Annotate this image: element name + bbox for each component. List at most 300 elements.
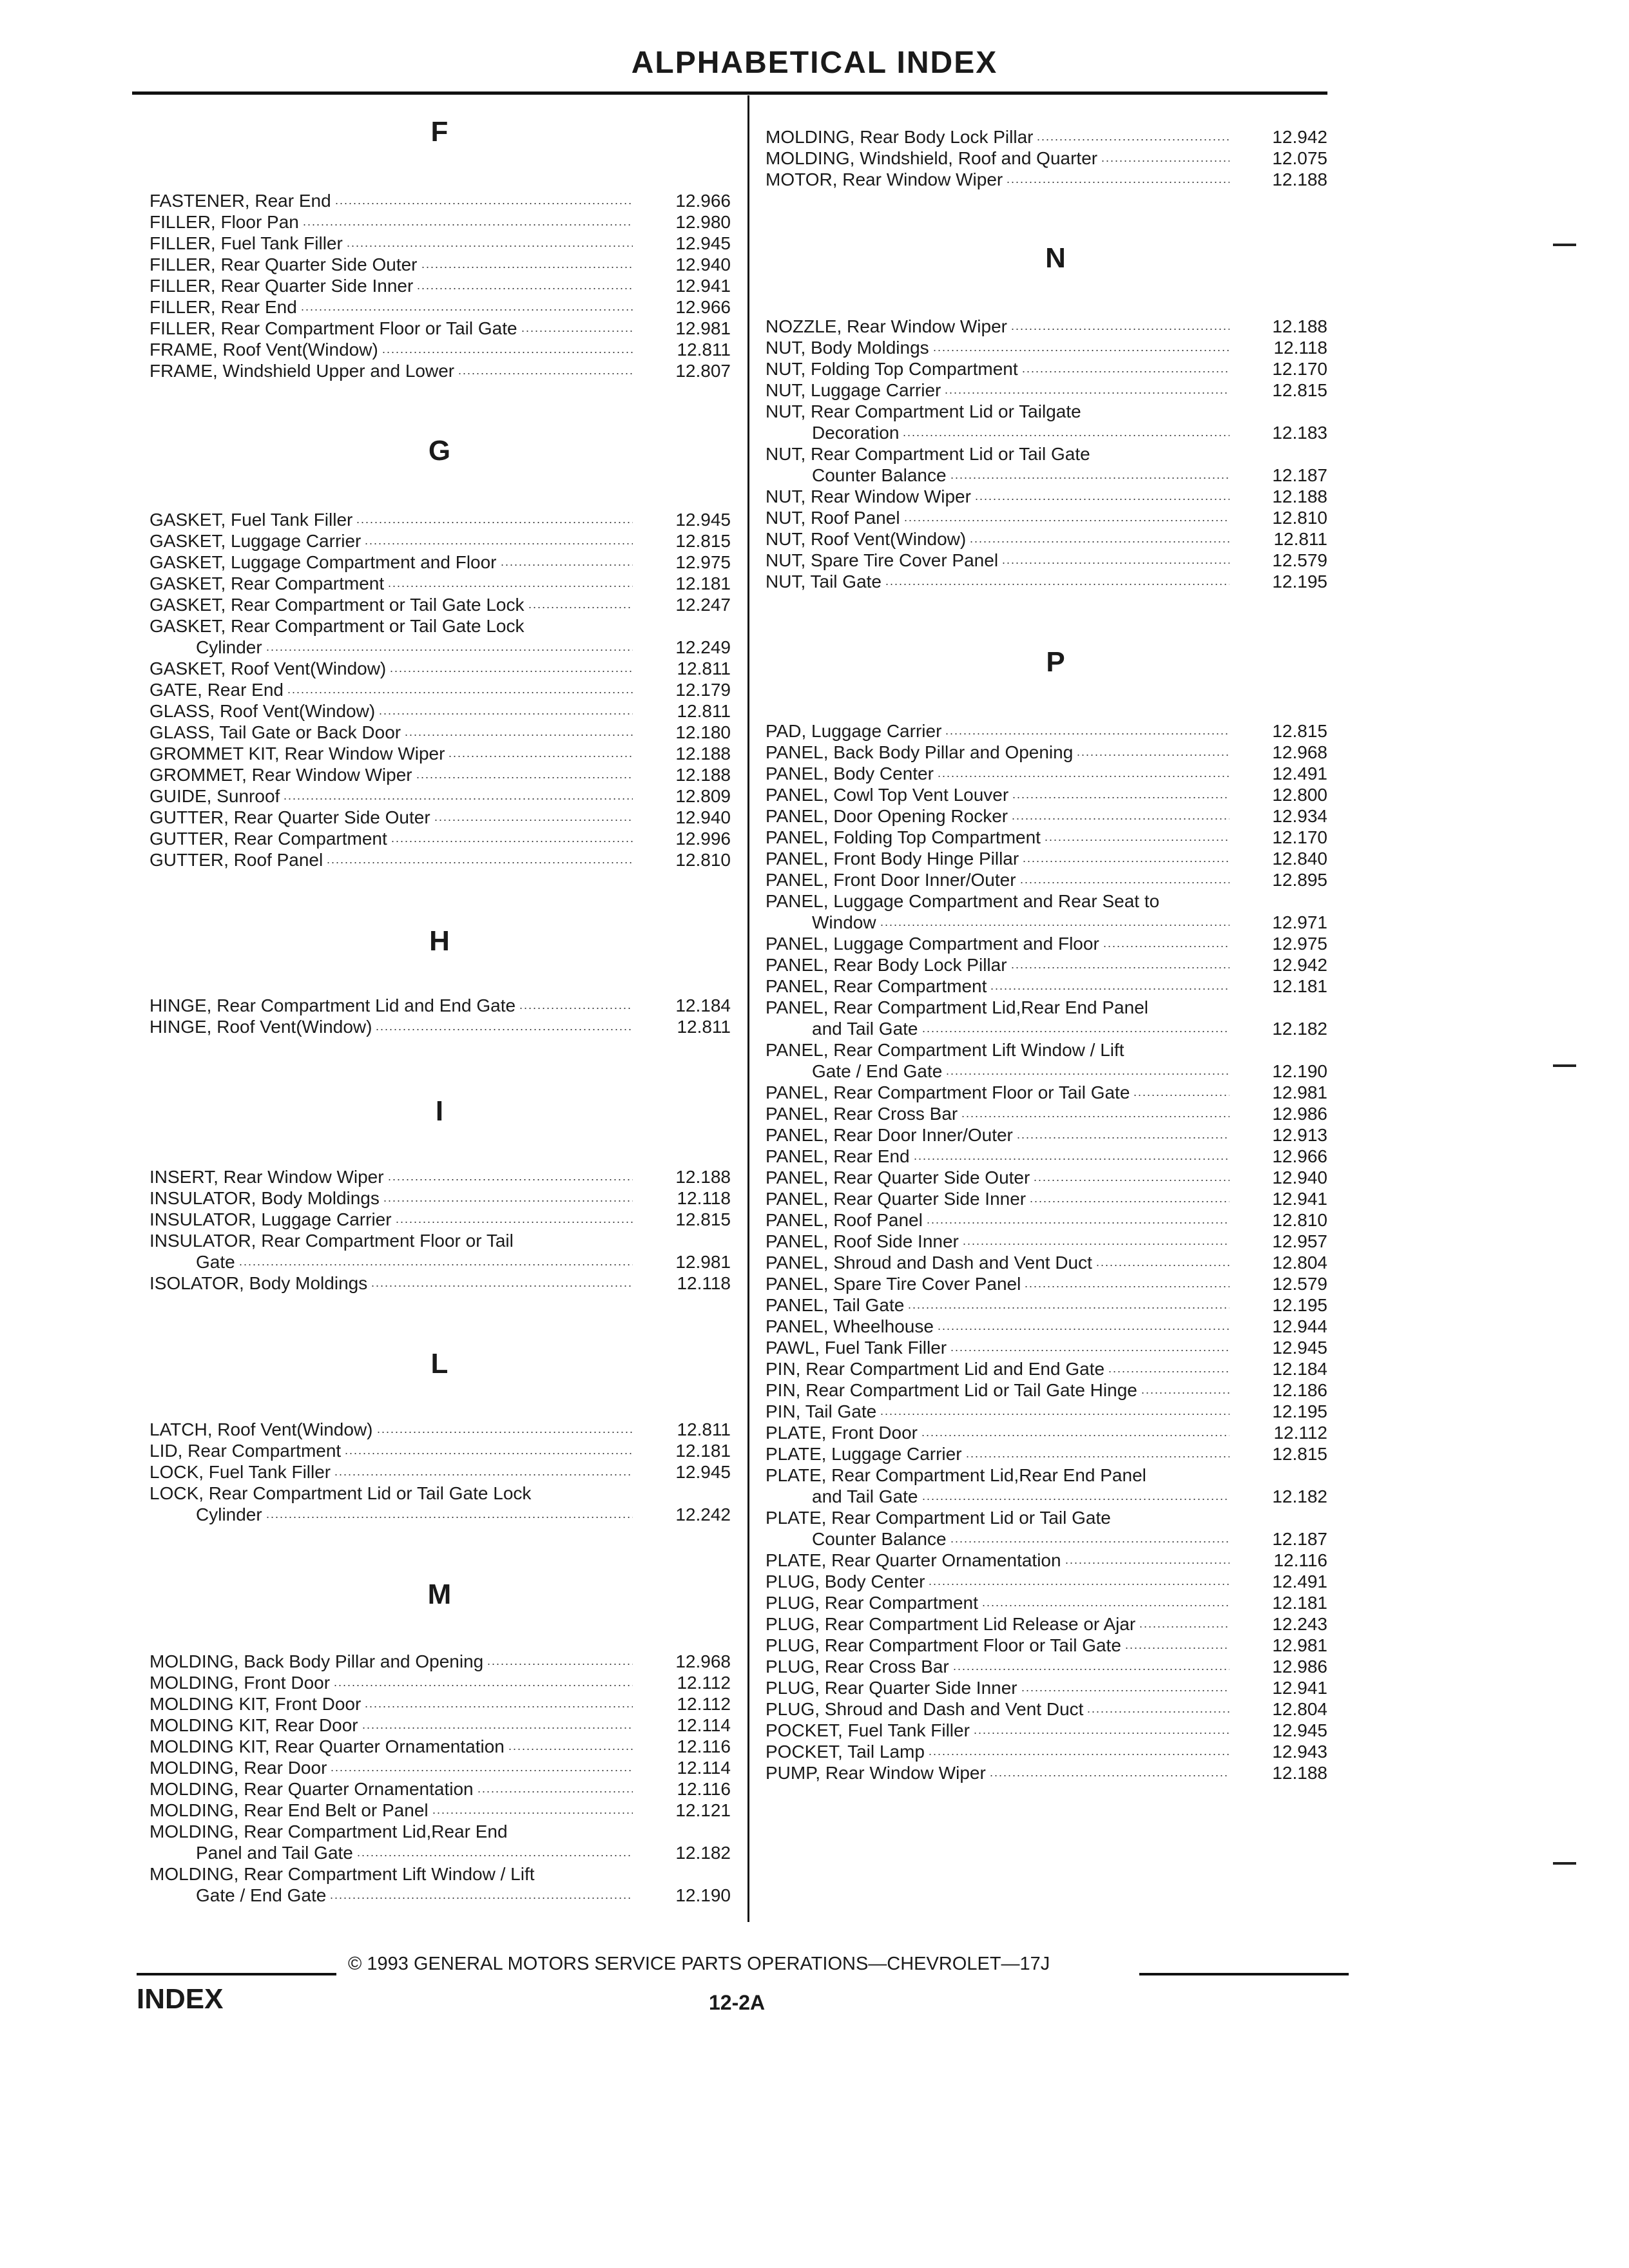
entry-label: GASKET, Rear Compartment or Tail Gate Lock: [149, 595, 525, 615]
entry-label: Cylinder: [196, 1504, 262, 1524]
leader-dots: [975, 486, 1229, 507]
entry-reference: 12.243: [1272, 1614, 1327, 1634]
entry-label: FASTENER, Rear End: [149, 191, 331, 211]
leader-dots: [927, 1209, 1229, 1231]
leader-dots: [379, 700, 633, 722]
leader-dots: [508, 1736, 633, 1757]
entry-label: PANEL, Rear Door Inner/Outer: [766, 1125, 1013, 1145]
entry-label: PLATE, Rear Quarter Ornamentation: [766, 1550, 1061, 1570]
entry-label: LOCK, Rear Compartment Lid or Tail Gate Lock: [149, 1483, 532, 1503]
leader-dots: [528, 594, 633, 615]
entry-reference: 12.968: [1272, 742, 1327, 762]
entry-label: Panel and Tail Gate: [196, 1843, 353, 1863]
leader-dots: [388, 573, 633, 594]
entry-reference: 12.181: [1272, 1593, 1327, 1613]
leader-dots: [421, 254, 633, 275]
entry-label: POCKET, Tail Lamp: [766, 1742, 925, 1762]
entry-label: Window: [812, 912, 876, 932]
entry-label: PANEL, Rear Compartment Lid,Rear End Panel: [766, 997, 1148, 1017]
entry-reference: 12.810: [675, 850, 731, 870]
footer-rule-right: [1139, 1973, 1349, 1975]
entry-reference: 12.579: [1272, 550, 1327, 570]
entry-reference: 12.190: [675, 1885, 731, 1905]
entry-reference: 12.811: [677, 340, 731, 360]
leader-dots: [966, 1443, 1229, 1465]
leader-dots: [974, 1720, 1229, 1741]
entry-label: PANEL, Rear Quarter Side Inner: [766, 1189, 1027, 1209]
leader-dots: [390, 658, 633, 679]
entry-label: MOLDING, Back Body Pillar and Opening: [149, 1651, 484, 1671]
leader-dots: [963, 1231, 1229, 1252]
entry-label: MOLDING KIT, Rear Door: [149, 1715, 358, 1735]
entry-reference: 12.895: [1272, 870, 1327, 890]
leader-dots: [946, 1061, 1229, 1082]
section-label: INDEX: [137, 1983, 224, 2015]
entry-label: INSULATOR, Rear Compartment Floor or Tail: [149, 1231, 514, 1251]
entry-reference: 12.810: [1272, 508, 1327, 528]
leader-dots: [1011, 316, 1229, 337]
leader-dots: [331, 1757, 633, 1778]
entry-label: and Tail Gate: [812, 1486, 918, 1506]
entry-reference: 12.114: [677, 1758, 731, 1778]
leader-dots: [1087, 1698, 1229, 1720]
leader-dots: [1103, 933, 1229, 954]
leader-dots: [1139, 1613, 1229, 1635]
entry-reference: 12.186: [1272, 1380, 1327, 1400]
leader-dots: [334, 1672, 633, 1693]
leader-dots: [933, 337, 1229, 358]
entry-reference: 12.804: [1272, 1253, 1327, 1273]
entry-label: PIN, Rear Compartment Lid and End Gate: [766, 1359, 1105, 1379]
entry-label: PANEL, Spare Tire Cover Panel: [766, 1274, 1021, 1294]
entry-label: PANEL, Rear End: [766, 1146, 910, 1166]
entry-reference: 12.809: [675, 786, 731, 806]
entry-reference: 12.945: [675, 510, 731, 530]
entry-label: NUT, Rear Compartment Lid or Tailgate: [766, 401, 1081, 421]
section-letter: F: [430, 116, 448, 148]
entry-reference: 12.945: [1272, 1720, 1327, 1740]
entry-label: GASKET, Roof Vent(Window): [149, 658, 387, 678]
entry-reference: 12.195: [1272, 572, 1327, 591]
leader-dots: [1012, 805, 1229, 827]
entry-reference: 12.986: [1272, 1104, 1327, 1124]
entry-reference: 12.941: [1272, 1189, 1327, 1209]
leader-dots: [487, 1651, 633, 1672]
leader-dots: [1017, 1124, 1229, 1146]
entry-reference: 12.941: [675, 276, 731, 296]
copyright-notice: © 1993 GENERAL MOTORS SERVICE PARTS OPERATIONS—CHEVROLET—17J: [348, 1954, 1050, 1974]
entry-reference: 12.940: [675, 807, 731, 827]
entry-label: PANEL, Tail Gate: [766, 1295, 905, 1315]
entry-reference: 12.112: [1273, 1423, 1327, 1443]
leader-dots: [365, 530, 633, 552]
entry-reference: 12.804: [1272, 1699, 1327, 1719]
leader-dots: [330, 1885, 633, 1906]
entry-reference: 12.247: [675, 595, 731, 615]
entry-reference: 12.170: [1272, 827, 1327, 847]
leader-dots: [434, 807, 633, 828]
leader-dots: [417, 275, 633, 296]
entry-label: GATE, Rear End: [149, 680, 284, 700]
entry-reference: 12.187: [1272, 465, 1327, 485]
entry-reference: 12.180: [675, 722, 731, 742]
entry-label: PANEL, Body Center: [766, 764, 934, 783]
entry-label: PLUG, Rear Compartment: [766, 1593, 978, 1613]
leader-dots: [1125, 1635, 1229, 1656]
entry-label: NUT, Roof Panel: [766, 508, 900, 528]
leader-dots: [362, 1715, 633, 1736]
entry-label: GASKET, Fuel Tank Filler: [149, 510, 353, 530]
leader-dots: [950, 1337, 1229, 1358]
entry-label: GROMMET, Rear Window Wiper: [149, 765, 412, 785]
leader-dots: [396, 1209, 633, 1230]
entry-label: Gate / End Gate: [196, 1885, 327, 1905]
leader-dots: [885, 571, 1229, 592]
entry-label: MOLDING, Rear Compartment Lift Window / Lift: [149, 1864, 535, 1884]
leader-dots: [521, 318, 633, 339]
entry-label: POCKET, Fuel Tank Filler: [766, 1720, 970, 1740]
entry-label: GLASS, Roof Vent(Window): [149, 701, 376, 721]
entry-label: FRAME, Roof Vent(Window): [149, 340, 378, 360]
entry-label: INSULATOR, Luggage Carrier: [149, 1209, 392, 1229]
entry-label: MOLDING, Rear Door: [149, 1758, 327, 1778]
entry-reference: 12.800: [1272, 785, 1327, 805]
entry-label: NUT, Spare Tire Cover Panel: [766, 550, 999, 570]
entry-reference: 12.957: [1272, 1231, 1327, 1251]
entry-reference: 12.811: [677, 1419, 731, 1439]
entry-reference: 12.121: [675, 1800, 731, 1820]
leader-dots: [908, 1294, 1229, 1316]
entry-reference: 12.945: [675, 1462, 731, 1482]
page-number: 12-2A: [709, 1991, 766, 2014]
entry-label: GUTTER, Rear Quarter Side Outer: [149, 807, 430, 827]
entry-reference: 12.811: [677, 1017, 731, 1037]
footer-rule-left: [137, 1973, 336, 1975]
margin-tick: [1553, 1064, 1576, 1067]
entry-reference: 12.181: [675, 573, 731, 593]
leader-dots: [914, 1146, 1229, 1167]
entry-reference: 12.184: [1272, 1359, 1327, 1379]
entry-reference: 12.966: [675, 191, 731, 211]
entry-reference: 12.996: [675, 829, 731, 849]
entry-reference: 12.075: [1272, 148, 1327, 168]
entry-label: NOZZLE, Rear Window Wiper: [766, 316, 1007, 336]
entry-label: NUT, Body Moldings: [766, 338, 929, 358]
entry-label: PANEL, Front Door Inner/Outer: [766, 870, 1016, 890]
leader-dots: [903, 422, 1229, 443]
entry-reference: 12.942: [1272, 955, 1327, 975]
entry-reference: 12.975: [675, 552, 731, 572]
entry-reference: 12.981: [675, 318, 731, 338]
entry-reference: 12.188: [1272, 486, 1327, 506]
entry-label: PANEL, Rear Compartment: [766, 976, 987, 996]
entry-label: MOLDING, Rear End Belt or Panel: [149, 1800, 429, 1820]
entry-label: HINGE, Roof Vent(Window): [149, 1017, 372, 1037]
entry-label: Gate: [196, 1252, 235, 1272]
entry-label: NUT, Roof Vent(Window): [766, 529, 967, 549]
leader-dots: [904, 507, 1229, 528]
leader-dots: [356, 509, 633, 530]
entry-reference: 12.242: [675, 1504, 731, 1524]
entry-label: FILLER, Rear Compartment Floor or Tail Gate: [149, 318, 517, 338]
entry-label: PANEL, Roof Side Inner: [766, 1231, 959, 1251]
entry-label: PLUG, Rear Quarter Side Inner: [766, 1678, 1017, 1698]
entry-label: LOCK, Fuel Tank Filler: [149, 1462, 331, 1482]
entry-reference: 12.491: [1272, 764, 1327, 783]
entry-reference: 12.981: [1272, 1635, 1327, 1655]
entry-label: PANEL, Luggage Compartment and Floor: [766, 934, 1099, 954]
leader-dots: [1030, 1188, 1229, 1209]
leader-dots: [950, 465, 1229, 486]
entry-label: PANEL, Shroud and Dash and Vent Duct: [766, 1253, 1092, 1273]
leader-dots: [1023, 848, 1229, 869]
page-title: ALPHABETICAL INDEX: [631, 46, 998, 80]
entry-reference: 12.179: [675, 680, 731, 700]
entry-label: NUT, Rear Window Wiper: [766, 486, 971, 506]
leader-dots: [365, 1693, 633, 1715]
leader-dots: [880, 912, 1229, 933]
leader-dots: [1034, 1167, 1229, 1188]
entry-label: PANEL, Cowl Top Vent Louver: [766, 785, 1009, 805]
entry-label: GASKET, Luggage Carrier: [149, 531, 361, 551]
section-letter: N: [1045, 242, 1066, 274]
entry-reference: 12.187: [1272, 1529, 1327, 1549]
leader-dots: [1077, 742, 1229, 763]
entry-label: PLATE, Luggage Carrier: [766, 1444, 962, 1464]
leader-dots: [377, 1419, 633, 1440]
leader-dots: [357, 1842, 633, 1863]
margin-tick: [1553, 1862, 1576, 1865]
entry-reference: 12.981: [1272, 1082, 1327, 1102]
leader-dots: [327, 849, 633, 870]
leader-dots: [371, 1273, 633, 1294]
entry-label: MOLDING, Windshield, Roof and Quarter: [766, 148, 1098, 168]
entry-reference: 12.188: [675, 765, 731, 785]
header-rule: [132, 91, 1327, 95]
entry-label: GUIDE, Sunroof: [149, 786, 280, 806]
leader-dots: [945, 720, 1229, 742]
entry-reference: 12.815: [675, 531, 731, 551]
leader-dots: [405, 722, 633, 743]
leader-dots: [1025, 1273, 1229, 1294]
leader-dots: [1007, 169, 1229, 190]
entry-label: GROMMET KIT, Rear Window Wiper: [149, 744, 445, 764]
entry-reference: 12.195: [1272, 1401, 1327, 1421]
entry-reference: 12.815: [1272, 380, 1327, 400]
leader-dots: [1002, 550, 1229, 571]
leader-dots: [938, 1316, 1229, 1337]
entry-reference: 12.811: [677, 701, 731, 721]
leader-dots: [1022, 358, 1229, 380]
leader-dots: [347, 233, 633, 254]
entry-reference: 12.116: [677, 1736, 731, 1756]
leader-dots: [953, 1656, 1229, 1677]
entry-label: MOLDING KIT, Front Door: [149, 1694, 361, 1714]
leader-dots: [950, 1528, 1229, 1550]
entry-label: MOLDING, Rear Quarter Ornamentation: [149, 1779, 474, 1799]
entry-label: MOTOR, Rear Window Wiper: [766, 169, 1003, 189]
leader-dots: [1108, 1358, 1229, 1379]
entry-label: PLATE, Rear Compartment Lid or Tail Gate: [766, 1508, 1111, 1528]
entry-reference: 12.181: [1272, 976, 1327, 996]
entry-label: PAWL, Fuel Tank Filler: [766, 1338, 947, 1358]
leader-dots: [334, 1461, 633, 1483]
entry-label: PANEL, Rear Cross Bar: [766, 1104, 958, 1124]
leader-dots: [345, 1440, 633, 1461]
entry-label: PANEL, Luggage Compartment and Rear Seat to: [766, 891, 1160, 911]
entry-label: PANEL, Back Body Pillar and Opening: [766, 742, 1074, 762]
column-divider: [747, 95, 749, 1922]
leader-dots: [929, 1741, 1229, 1762]
entry-reference: 12.940: [1272, 1168, 1327, 1187]
entry-label: PANEL, Rear Quarter Side Outer: [766, 1168, 1030, 1187]
entry-label: MOLDING, Rear Body Lock Pillar: [766, 127, 1034, 147]
leader-dots: [1065, 1550, 1229, 1571]
leader-dots: [388, 1166, 633, 1187]
section-letter: L: [430, 1348, 448, 1379]
leader-dots: [1141, 1379, 1229, 1401]
entry-label: PANEL, Door Opening Rocker: [766, 806, 1008, 826]
entry-label: PANEL, Rear Compartment Floor or Tail Gate: [766, 1082, 1130, 1102]
leader-dots: [391, 828, 633, 849]
leader-dots: [382, 339, 633, 360]
entry-reference: 12.840: [1272, 849, 1327, 869]
leader-dots: [1045, 827, 1229, 848]
entry-reference: 12.971: [1272, 912, 1327, 932]
entry-label: FILLER, Rear Quarter Side Outer: [149, 255, 418, 274]
entry-label: and Tail Gate: [812, 1019, 918, 1039]
leader-dots: [1020, 869, 1229, 890]
entry-label: PANEL, Wheelhouse: [766, 1316, 934, 1336]
leader-dots: [287, 679, 633, 700]
leader-dots: [501, 552, 633, 573]
leader-dots: [416, 764, 633, 785]
entry-label: MOLDING, Front Door: [149, 1673, 331, 1693]
entry-label: PLUG, Rear Cross Bar: [766, 1657, 949, 1677]
entry-reference: 12.116: [677, 1779, 731, 1799]
entry-label: PLUG, Shroud and Dash and Vent Duct: [766, 1699, 1084, 1719]
leader-dots: [880, 1401, 1229, 1422]
leader-dots: [990, 1762, 1229, 1783]
entry-label: FILLER, Fuel Tank Filler: [149, 233, 343, 253]
leader-dots: [1133, 1082, 1229, 1103]
leader-dots: [961, 1103, 1229, 1124]
entry-reference: 12.941: [1272, 1678, 1327, 1698]
leader-dots: [945, 380, 1229, 401]
leader-dots: [1011, 954, 1229, 975]
entry-label: NUT, Tail Gate: [766, 572, 882, 591]
leader-dots: [519, 995, 633, 1016]
entry-label: Counter Balance: [812, 1529, 947, 1549]
leader-dots: [376, 1016, 633, 1037]
entry-label: PUMP, Rear Window Wiper: [766, 1763, 986, 1783]
entry-label: MOLDING KIT, Rear Quarter Ornamentation: [149, 1736, 505, 1756]
leader-dots: [266, 1504, 633, 1525]
entry-label: NUT, Folding Top Compartment: [766, 359, 1018, 379]
entry-label: NUT, Rear Compartment Lid or Tail Gate: [766, 444, 1090, 464]
leader-dots: [1096, 1252, 1229, 1273]
leader-dots: [448, 743, 633, 764]
entry-label: Cylinder: [196, 637, 262, 657]
entry-label: GASKET, Rear Compartment or Tail Gate Lock: [149, 616, 525, 636]
leader-dots: [301, 296, 633, 318]
entry-label: GASKET, Luggage Compartment and Floor: [149, 552, 497, 572]
entry-label: PANEL, Roof Panel: [766, 1210, 923, 1230]
entry-reference: 12.579: [1272, 1274, 1327, 1294]
entry-reference: 12.182: [1272, 1019, 1327, 1039]
entry-reference: 12.184: [675, 995, 731, 1015]
entry-label: PLATE, Rear Compartment Lid,Rear End Panel: [766, 1465, 1146, 1485]
entry-reference: 12.811: [1273, 529, 1327, 549]
entry-reference: 12.940: [675, 255, 731, 274]
entry-reference: 12.114: [677, 1715, 731, 1735]
leader-dots: [477, 1778, 633, 1800]
entry-reference: 12.945: [1272, 1338, 1327, 1358]
entry-label: Decoration: [812, 423, 900, 443]
entry-reference: 12.118: [677, 1188, 731, 1208]
entry-reference: 12.966: [1272, 1146, 1327, 1166]
section-letter: I: [435, 1095, 444, 1127]
margin-tick: [1553, 244, 1576, 246]
entry-label: PANEL, Rear Compartment Lift Window / Lift: [766, 1040, 1124, 1060]
entry-label: NUT, Luggage Carrier: [766, 380, 941, 400]
entry-label: PANEL, Rear Body Lock Pillar: [766, 955, 1007, 975]
entry-reference: 12.190: [1272, 1061, 1327, 1081]
entry-label: PIN, Rear Compartment Lid or Tail Gate Hinge: [766, 1380, 1137, 1400]
section-letter: M: [427, 1579, 452, 1610]
entry-reference: 12.811: [677, 658, 731, 678]
entry-label: PLUG, Rear Compartment Lid Release or Ajar: [766, 1614, 1136, 1634]
leader-dots: [922, 1486, 1229, 1507]
entry-label: GASKET, Rear Compartment: [149, 573, 385, 593]
entry-reference: 12.118: [677, 1273, 731, 1293]
leader-dots: [1101, 148, 1229, 169]
entry-label: Counter Balance: [812, 465, 947, 485]
entry-reference: 12.182: [1272, 1486, 1327, 1506]
entry-reference: 12.188: [1272, 316, 1327, 336]
entry-label: GLASS, Tail Gate or Back Door: [149, 722, 401, 742]
entry-reference: 12.945: [675, 233, 731, 253]
entry-reference: 12.195: [1272, 1295, 1327, 1315]
entry-reference: 12.188: [675, 1167, 731, 1187]
entry-reference: 12.810: [1272, 1210, 1327, 1230]
entry-reference: 12.188: [675, 744, 731, 764]
entry-label: INSERT, Rear Window Wiper: [149, 1167, 384, 1187]
section-letter: H: [429, 925, 450, 957]
entry-reference: 12.975: [1272, 934, 1327, 954]
leader-dots: [303, 211, 633, 233]
entry-reference: 12.188: [1272, 169, 1327, 189]
entry-label: Gate / End Gate: [812, 1061, 943, 1081]
entry-reference: 12.807: [675, 361, 731, 381]
entry-reference: 12.944: [1272, 1316, 1327, 1336]
entry-label: FILLER, Rear End: [149, 297, 297, 317]
entry-reference: 12.118: [1273, 338, 1327, 358]
leader-dots: [1021, 1677, 1229, 1698]
leader-dots: [239, 1251, 633, 1273]
entry-label: HINGE, Rear Compartment Lid and End Gate: [149, 995, 516, 1015]
entry-label: PIN, Tail Gate: [766, 1401, 877, 1421]
entry-label: LID, Rear Compartment: [149, 1441, 342, 1461]
leader-dots: [335, 190, 633, 211]
leader-dots: [266, 637, 633, 658]
entry-reference: 12.188: [1272, 1763, 1327, 1783]
leader-dots: [938, 763, 1229, 784]
entry-label: PLATE, Front Door: [766, 1423, 918, 1443]
leader-dots: [458, 360, 633, 381]
entry-label: GUTTER, Roof Panel: [149, 850, 323, 870]
entry-label: INSULATOR, Body Moldings: [149, 1188, 380, 1208]
